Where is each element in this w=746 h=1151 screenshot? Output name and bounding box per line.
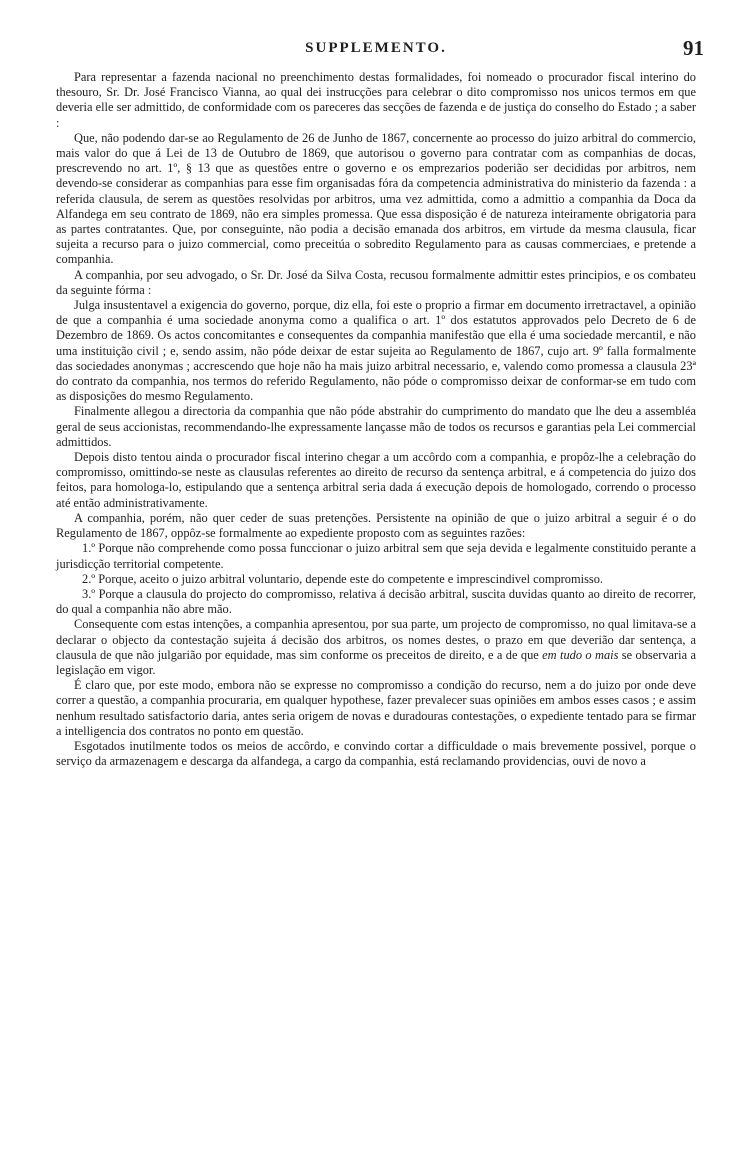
numbered-reason: 2.º Porque, aceito o juizo arbitral voluntario, depende este do competente e imprescindivel compromisso. (82, 571, 603, 586)
paragraph: Para representar a fazenda nacional no preenchimento destas formalidades, foi nomeado o procurador fiscal interino do thesouro, Sr. Dr. José Francisco Vianna, ao qual dei instrucções para celebrar o dito compromisso nos unicos termos em que deveria elle ser admittido, de conformidade com os pareceres das secções de fazenda e de justiça do conselho do Estado ; a saber : (56, 70, 696, 130)
paragraph: É claro que, por este modo, embora não se expresse no compromisso a condição do recurso, nem a do juizo por onde deve correr a questão, a companhia procuraria, em qualquer hypothese, fazer prevalecer suas opiniões em ambos esses casos ; e assim nenhum resultado satisfactorio daria, antes seria origem de novas e duradouras contestações, o expediente tentado para se firmar a intelligencia dos contratos no ponto em questão. (56, 678, 696, 738)
body-text (56, 70, 696, 769)
document-page (56, 36, 704, 1136)
paragraph-with-emphasis (56, 617, 696, 678)
numbered-reason: 1.º Porque não comprehende como possa funccionar o juizo arbitral sem que seja devida e legalmente constituido perante a jurisdicção territorial competente. (56, 541, 696, 571)
page-number: 91 (683, 36, 704, 60)
numbered-reason: 3.º Porque a clausula do projecto do compromisso, relativa á decisão arbitral, suscita duvidas quanto ao direito de recorrer, do qual a companhia não abre mão. (56, 586, 696, 617)
paragraph: A companhia, porém, não quer ceder de suas pretenções. Persistente na opinião de que o juizo arbitral a seguir é o do Regulamento de 1867, oppôz-se formalmente ao expediente proposto com as seguintes razões: (56, 510, 696, 541)
paragraph: A companhia, por seu advogado, o Sr. Dr. José da Silva Costa, recusou formalmente admittir estes principios, e os combateu da seguinte fórma : (56, 267, 696, 297)
running-title: SUPPLEMENTO. (305, 40, 447, 56)
paragraph: Finalmente allegou a directoria da companhia que não póde abstrahir do cumprimento do mandato que lhe deu a assembléa geral de seus accionistas, recommendando-lhe expressamente lançasse mão de todos os recursos e garantias pela Lei commercial admittidos. (56, 404, 696, 449)
paragraph: Depois disto tentou ainda o procurador fiscal interino chegar a um accôrdo com a companhia, e propôz-lhe a celebração do compromisso, omittindo-se neste as clausulas referentes ao direito de recurso da sentença arbitral, e á competencia do juizo dos feitos, para homologa-lo, estipulando que a sentença arbitral seria dada á execução depois de homologado, correndo o processo até então administrativamente. (56, 450, 696, 510)
paragraph: Esgotados inutilmente todos os meios de accôrdo, e convindo cortar a difficuldade o mais brevemente possivel, porque o serviço da armazenagem e descarga da alfandega, a cargo da companhia, está reclamando providencias, ouvi de novo a (56, 738, 696, 769)
paragraph: Julga insustentavel a exigencia do governo, porque, diz ella, foi este o proprio a firmar em documento irretractavel, a opinião de que a companhia é uma sociedade anonyma como a qualifica o art. 1º dos estatutos approvados pelo Decreto de 6 de Dezembro de 1869. Os actos concomitantes e consequentes da companhia manifestão que ella é uma sociedade mercantil, e não uma instituição civil ; e, sendo assim, não póde deixar de estar sujeita ao Regulamento de 1867, cujo art. 9º falla formalmente das sociedades anonymas ; accrescendo que hoje não ha mais juizo arbitral necessario, e, valendo como promessa a clausula 23ª do contrato da companhia, nos termos do referido Regulamento, não póde o compromisso deixar de conformar-se em tudo com as disposições do mesmo Regulamento. (56, 298, 696, 404)
paragraph-text: se observaria a legislação em vigor. (56, 647, 696, 677)
paragraph-text: Consequente com estas intenções, a companhia apresentou, por sua parte, um projecto de compromisso, no qual limitava-se a declarar o objecto da contestação sujeita á decisão dos arbitros, os nomes destes, o prazo em que deverião dar sentença, a clausula de que não julgarião por equidade, mas sim conforme os preceitos de direito, e a de que (56, 617, 696, 662)
italic-phrase: em tudo o mais (542, 647, 619, 662)
paragraph: Que, não podendo dar-se ao Regulamento de 26 de Junho de 1867, concernente ao processo do juizo arbitral do commercio, mais valor do que á Lei de 13 de Outubro de 1869, que autorisou o governo para contratar com as companhias de docas, prescrevendo no art. 1º, § 13 que as questões entre o governo e os emprezarios poderião ser decididas por arbitros, nem devendo-se considerar as companhias para esse fim organisadas fóra da competencia administrativa do ministerio da fazenda : a referida clausula, de serem as questões resolvidas por arbitros, uma vez admittida, como a admittio a companhia da Doca da Alfandega em seu contrato de 1869, não era simples promessa. Que essa disposição é de natureza inteiramente obrigatoria para as partes contratantes. Que, por conseguinte, não podia a decisão emanada dos arbitros, em virtude da mesma clausula, ficar sujeita a recurso para o juizo commercial, como preceitúa o sobredito Regulamento para as causas commerciaes, e pretende a companhia. (56, 130, 696, 267)
page-header (56, 36, 704, 70)
